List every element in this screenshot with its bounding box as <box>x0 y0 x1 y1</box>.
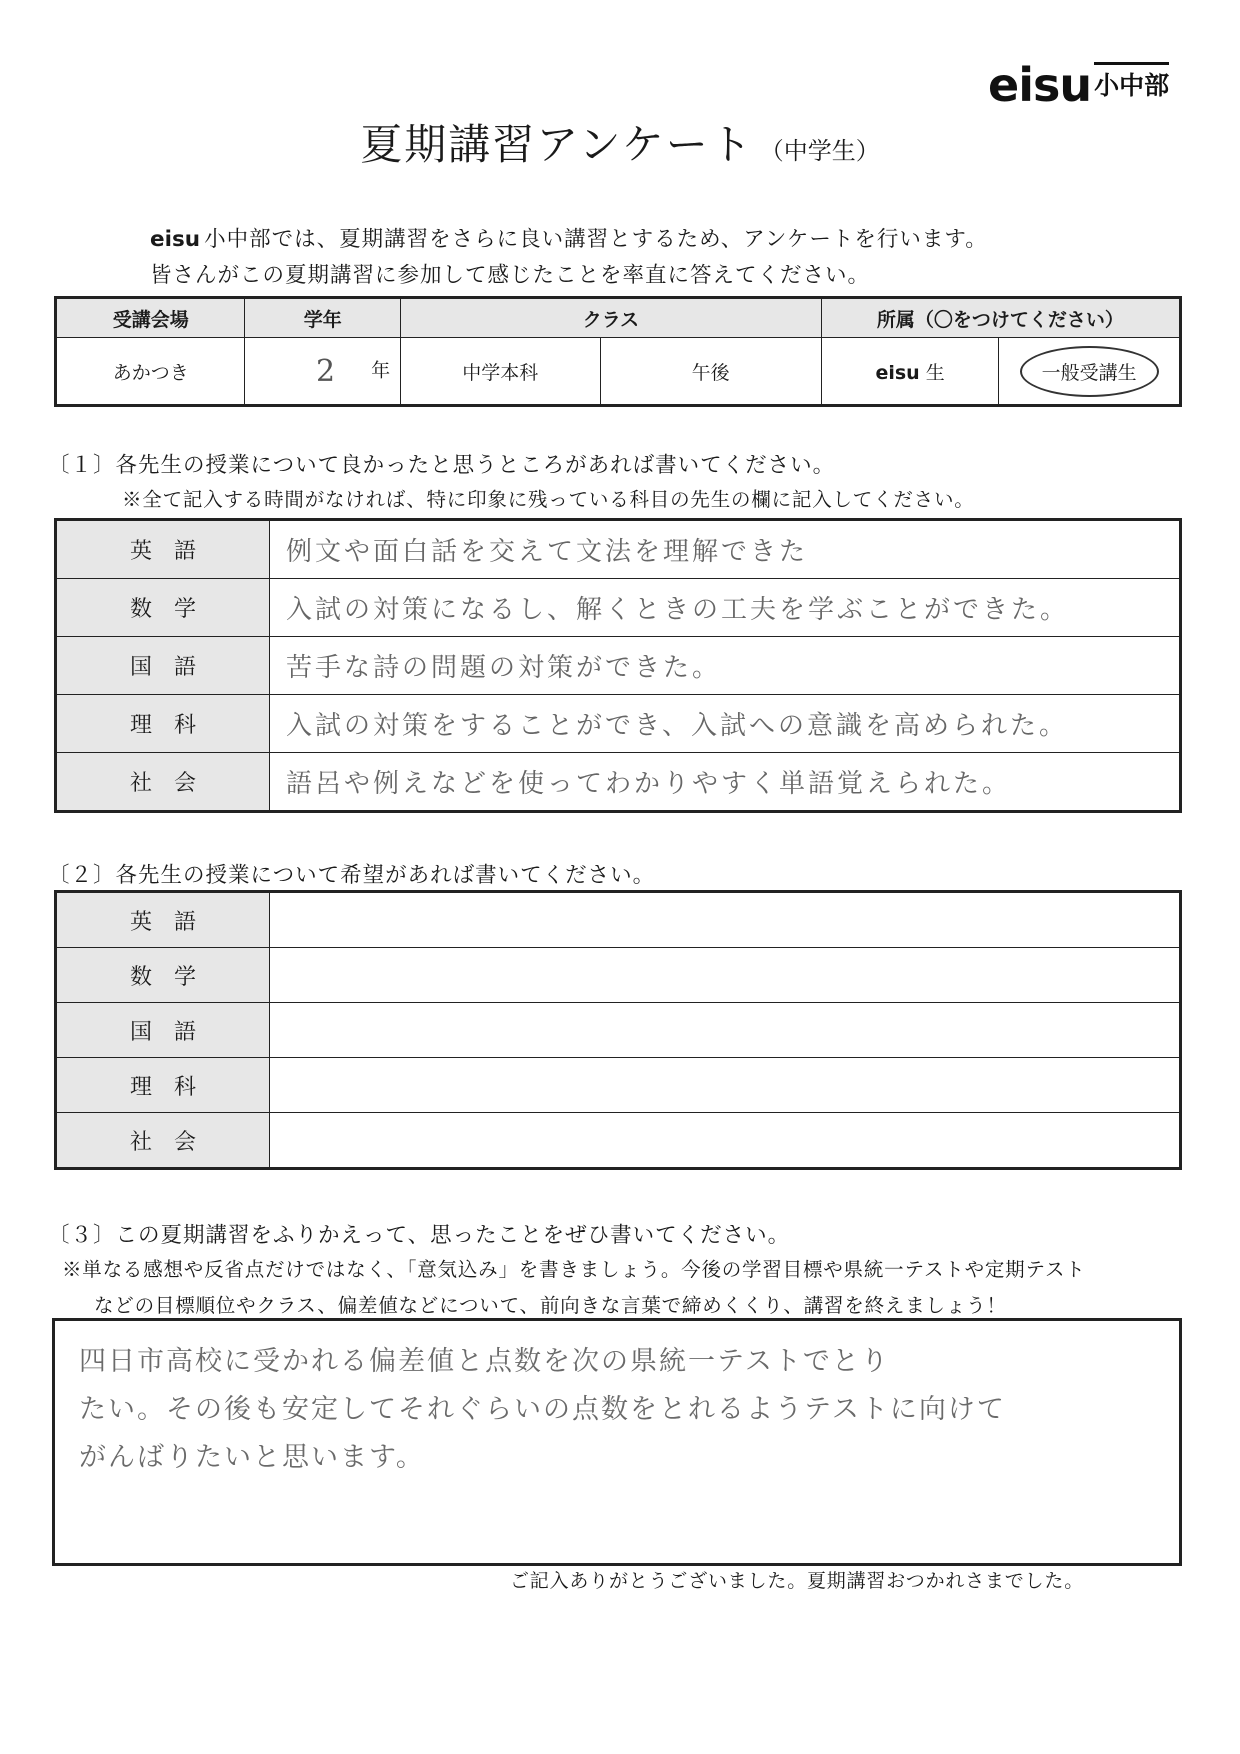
subject-science: 理科 <box>56 695 270 753</box>
info-table <box>54 296 1182 407</box>
subject-japanese: 国語 <box>56 637 270 695</box>
answer-science: 入試の対策をすることができ、入試への意識を高められた。 <box>270 695 1181 753</box>
answer-social: 語呂や例えなどを使ってわかりやすく単語覚えられた。 <box>270 753 1181 812</box>
class-time: 午後 <box>600 338 821 406</box>
request-math <box>270 948 1181 1003</box>
subject-math: 数学 <box>56 948 270 1003</box>
table-row <box>56 695 1181 753</box>
request-english <box>270 892 1181 948</box>
affiliation-option-eisu <box>821 338 999 406</box>
reflection-line-3: がんばりたいと思います。 <box>79 1442 425 1473</box>
table-row <box>56 637 1181 695</box>
affiliation-eisu-brand: eisu <box>875 361 920 384</box>
header-affiliation: 所属（〇をつけてください） <box>821 298 1180 338</box>
eisu-logo <box>988 58 1170 112</box>
page-title <box>0 112 1240 172</box>
grade-cell <box>245 338 401 406</box>
table-row <box>56 579 1181 637</box>
table-row <box>56 1003 1181 1058</box>
footer-thanks: ご記入ありがとうございました。夏期講習おつかれさまでした。 <box>510 1570 1085 1592</box>
title-main: 夏期講習アンケート <box>360 120 754 169</box>
header-grade: 学年 <box>245 298 401 338</box>
section1-note: ※全て記入する時間がなければ、特に印象に残っている科目の先生の欄に記入してください。 <box>122 488 975 511</box>
affiliation-option-general <box>999 338 1181 406</box>
header-class: クラス <box>401 298 822 338</box>
request-social <box>270 1113 1181 1169</box>
section3-heading: 〔３〕この夏期講習をふりかえって、思ったことをぜひ書いてください。 <box>48 1223 791 1248</box>
class-course: 中学本科 <box>401 338 600 406</box>
table-row <box>56 948 1181 1003</box>
answer-english: 例文や面白話を交えて文法を理解できた <box>270 520 1181 579</box>
subject-english: 英語 <box>56 892 270 948</box>
section2-table <box>54 890 1182 1170</box>
affiliation-selected-circle: 一般受講生 <box>1020 346 1159 397</box>
table-row <box>56 892 1181 948</box>
subject-japanese: 国語 <box>56 1003 270 1058</box>
subject-science: 理科 <box>56 1058 270 1113</box>
request-science <box>270 1058 1181 1113</box>
grade-value: 2 <box>316 353 336 389</box>
section1-heading: 〔１〕各先生の授業について良かったと思うところがあれば書いてください。 <box>48 453 836 478</box>
logo-division: 小中部 <box>1094 62 1169 102</box>
answer-japanese: 苦手な詩の問題の対策ができた。 <box>270 637 1181 695</box>
section2-heading: 〔２〕各先生の授業について希望があれば書いてください。 <box>48 863 656 888</box>
subject-math: 数学 <box>56 579 270 637</box>
table-row <box>56 753 1181 812</box>
header-venue: 受講会場 <box>56 298 245 338</box>
reflection-line-1: 四日市高校に受かれる偏差値と点数を次の県統一テストでとり <box>79 1346 890 1377</box>
section1-table <box>54 518 1182 813</box>
answer-math: 入試の対策になるし、解くときの工夫を学ぶことができた。 <box>270 579 1181 637</box>
intro-line-1 <box>150 222 988 253</box>
table-row <box>56 1058 1181 1113</box>
intro-line-2: 皆さんがこの夏期講習に参加して感じたことを率直に答えてください。 <box>150 263 871 288</box>
reflection-line-2: たい。その後も安定してそれぐらいの点数をとれるようテストに向けて <box>79 1394 1006 1425</box>
section3-note-2: などの目標順位やクラス、偏差値などについて、前向きな言葉で締めくくり、講習を終えましょう！ <box>94 1294 1007 1317</box>
section3-note-1: ※単なる感想や反省点だけではなく、「意気込み」を書きましょう。今後の学習目標や県統一テストや定期テスト <box>62 1258 1086 1281</box>
subject-social: 社会 <box>56 1113 270 1169</box>
title-sub: （中学生） <box>759 137 880 165</box>
subject-english: 英語 <box>56 520 270 579</box>
subject-social: 社会 <box>56 753 270 812</box>
logo-brand: eisu <box>988 58 1092 112</box>
intro-brand: eisu <box>150 227 201 252</box>
table-row <box>56 520 1181 579</box>
venue-value: あかつき <box>56 338 245 406</box>
grade-unit: 年 <box>371 359 391 381</box>
request-japanese <box>270 1003 1181 1058</box>
intro-line-1-text: 小中部では、夏期講習をさらに良い講習とするため、アンケートを行います。 <box>204 227 988 252</box>
reflection-box <box>52 1318 1182 1566</box>
table-row <box>56 1113 1181 1169</box>
affiliation-eisu-suffix: 生 <box>925 361 945 384</box>
